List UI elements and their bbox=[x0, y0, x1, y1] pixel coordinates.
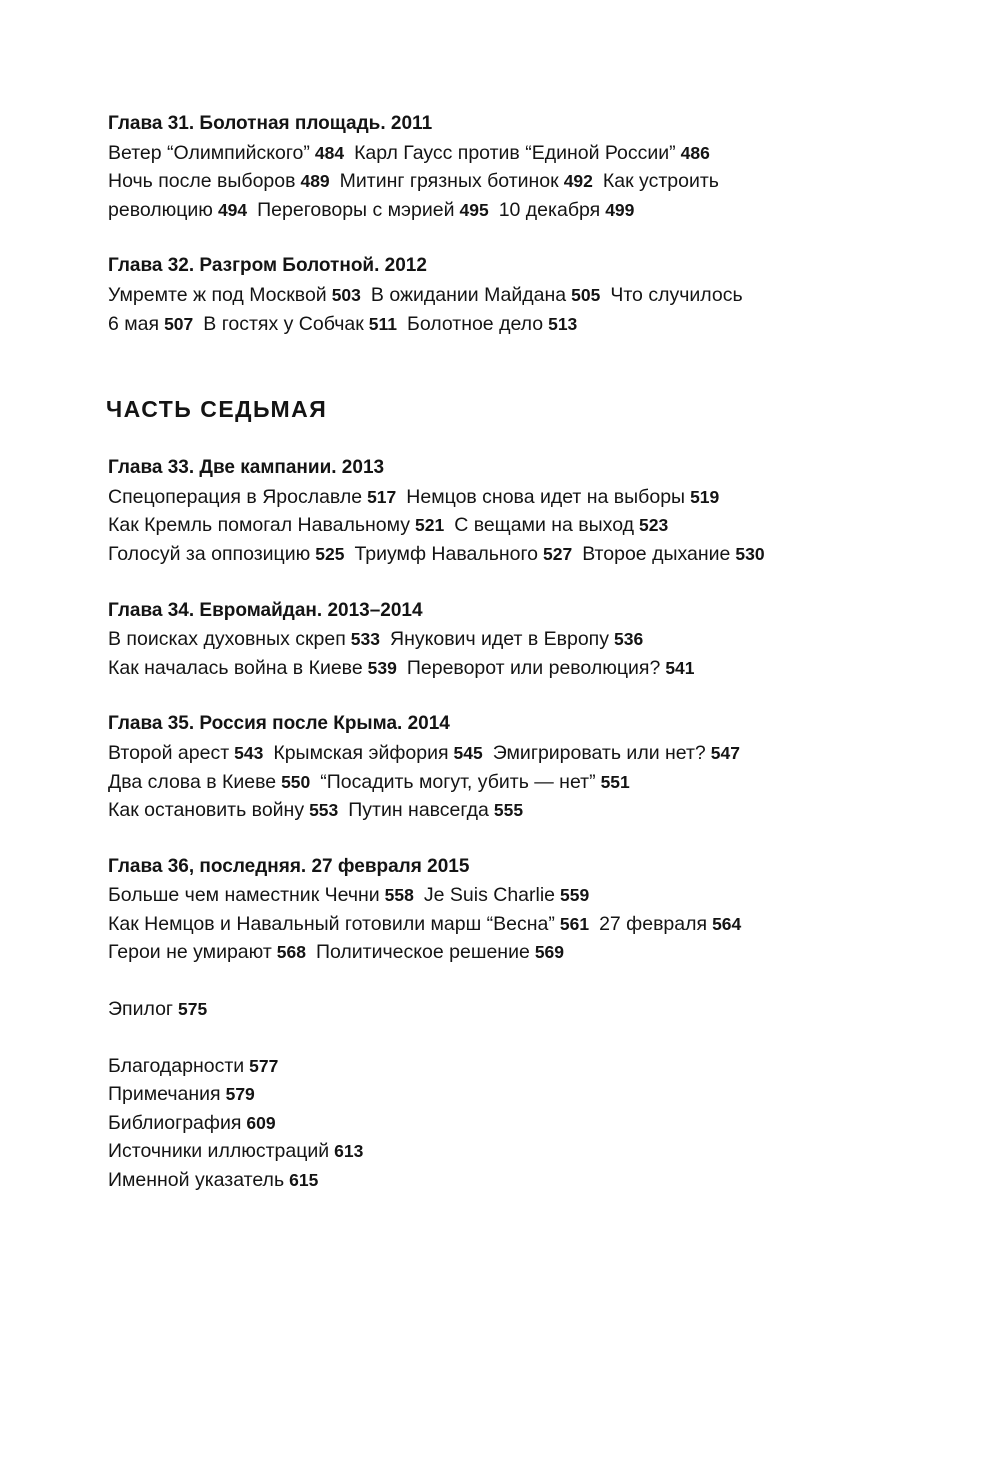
chapter-section bbox=[108, 252, 948, 338]
page-number: 579 bbox=[225, 1084, 255, 1105]
page-number: 568 bbox=[276, 942, 306, 963]
entry-title: Два слова в Киеве bbox=[108, 770, 277, 793]
entry-title: Как Кремль помогал Навальному bbox=[108, 514, 410, 537]
entry-title: Как остановить войну bbox=[108, 799, 305, 822]
toc-line bbox=[108, 483, 948, 512]
toc-line bbox=[108, 654, 948, 683]
entry-title: 10 декабря bbox=[498, 198, 601, 221]
chapter-title: Глава 35. Россия после Крыма. 2014 bbox=[108, 713, 450, 735]
page-number: 613 bbox=[334, 1141, 364, 1162]
toc-entry[interactable] bbox=[407, 657, 695, 679]
toc-entry[interactable] bbox=[108, 657, 397, 679]
entry-title: С вещами на выход bbox=[454, 514, 635, 537]
toc-entry[interactable] bbox=[108, 1083, 255, 1105]
entry-title: Библиография bbox=[108, 1111, 242, 1134]
entry-title: Je Suis Charlie bbox=[423, 884, 556, 907]
toc-entry[interactable] bbox=[273, 742, 482, 764]
entry-title: В ожидании Майдана bbox=[370, 283, 567, 306]
chapter-title: Глава 32. Разгром Болотной. 2012 bbox=[108, 255, 427, 277]
entry-title: Именной указатель bbox=[108, 1169, 285, 1192]
page-number: 558 bbox=[384, 885, 414, 906]
page-number: 564 bbox=[712, 913, 742, 934]
entry-title: 6 мая bbox=[108, 312, 160, 335]
page-number: 539 bbox=[367, 657, 397, 678]
toc-entry[interactable] bbox=[108, 998, 207, 1020]
toc-entry[interactable] bbox=[108, 313, 193, 335]
entry-title: Политическое решение bbox=[315, 941, 530, 964]
entry-title: Как Немцов и Навальный готовили марш “Весна” bbox=[108, 912, 555, 935]
entry-title: Эпилог bbox=[108, 998, 174, 1021]
toc-line bbox=[108, 796, 948, 825]
page-number: 507 bbox=[164, 313, 194, 334]
toc-entry[interactable] bbox=[108, 543, 344, 565]
toc-line bbox=[108, 938, 948, 967]
toc-entry[interactable] bbox=[108, 941, 306, 963]
entry-title: Немцов снова идет на выборы bbox=[406, 485, 686, 508]
toc-entry[interactable] bbox=[371, 284, 600, 306]
page-number: 569 bbox=[534, 942, 565, 963]
chapter-title: Глава 36, последняя. 27 февраля 2015 bbox=[108, 855, 470, 877]
entry-title: В поисках духовных скреп bbox=[108, 628, 346, 651]
toc-line bbox=[108, 540, 948, 569]
page-number: 559 bbox=[560, 885, 590, 906]
toc-entry[interactable] bbox=[348, 799, 523, 821]
page-number: 527 bbox=[543, 543, 573, 564]
entry-title: Переговоры с мэрией bbox=[257, 198, 455, 221]
entry-title: Второй арест bbox=[108, 741, 230, 764]
entry-title: Как началась война в Киеве bbox=[108, 656, 363, 679]
toc-entry[interactable] bbox=[499, 199, 635, 221]
page-number: 575 bbox=[178, 999, 208, 1020]
back-matter-section bbox=[108, 1052, 948, 1195]
toc-line bbox=[108, 768, 948, 797]
page-number: 494 bbox=[217, 199, 248, 220]
toc-line bbox=[108, 910, 948, 939]
entry-title: Переворот или революция? bbox=[406, 656, 661, 679]
toc-entry[interactable] bbox=[108, 199, 247, 221]
toc-entry[interactable] bbox=[257, 199, 489, 221]
page-number: 489 bbox=[300, 171, 330, 192]
page-number: 545 bbox=[453, 742, 483, 763]
entry-title: Карл Гаусс против “Единой России” bbox=[354, 141, 676, 164]
toc-entry[interactable] bbox=[108, 884, 414, 906]
toc-entry[interactable] bbox=[108, 486, 396, 508]
entry-title: В гостях у Собчак bbox=[203, 312, 364, 335]
entry-title: Герои не умирают bbox=[108, 941, 272, 964]
toc-line bbox=[108, 1137, 948, 1166]
page-number: 553 bbox=[309, 800, 339, 821]
toc-line bbox=[108, 281, 948, 310]
entry-title: Болотное дело bbox=[407, 312, 544, 335]
entry-title: Ветер “Олимпийского” bbox=[108, 141, 310, 164]
toc-line bbox=[108, 995, 948, 1024]
entry-title: 27 февраля bbox=[599, 912, 708, 935]
chapter-title: Глава 31. Болотная площадь. 2011 bbox=[108, 113, 433, 134]
part-title: ЧАСТЬ СЕДЬМАЯ bbox=[106, 396, 328, 423]
page-number: 543 bbox=[234, 742, 264, 763]
entry-title: Умремте ж под Москвой bbox=[108, 283, 327, 306]
page-number: 519 bbox=[690, 486, 720, 507]
toc-line bbox=[108, 167, 948, 196]
page-number: 551 bbox=[600, 771, 630, 792]
toc-entry[interactable] bbox=[493, 742, 740, 764]
toc-line bbox=[108, 196, 948, 225]
entry-title: Примечания bbox=[108, 1083, 221, 1106]
toc-entry[interactable] bbox=[406, 486, 719, 508]
toc-line bbox=[108, 310, 948, 339]
toc-entry[interactable] bbox=[108, 1112, 276, 1134]
chapter-title: Глава 33. Две кампании. 2013 bbox=[108, 457, 385, 479]
toc-entry[interactable] bbox=[108, 514, 444, 536]
toc-entry[interactable] bbox=[340, 170, 593, 192]
toc-entry[interactable] bbox=[320, 771, 630, 793]
toc-entry[interactable] bbox=[108, 1169, 318, 1191]
toc-line bbox=[108, 1166, 948, 1195]
toc-entry[interactable] bbox=[108, 913, 589, 935]
chapter-section bbox=[108, 454, 948, 568]
toc-entry[interactable] bbox=[316, 941, 564, 963]
toc-line bbox=[108, 511, 948, 540]
chapter-section bbox=[108, 710, 948, 824]
entry-title: Спецоперация в Ярославле bbox=[108, 485, 363, 508]
entry-title: Источники иллюстраций bbox=[108, 1140, 330, 1163]
toc-line bbox=[108, 1080, 948, 1109]
page-number: 503 bbox=[331, 284, 361, 305]
page-number: 525 bbox=[315, 543, 345, 564]
toc-entry[interactable] bbox=[582, 543, 764, 565]
toc-entry[interactable] bbox=[108, 1055, 278, 1077]
page-number: 517 bbox=[367, 486, 397, 507]
toc-entry[interactable] bbox=[454, 514, 668, 536]
toc-entry[interactable] bbox=[108, 142, 344, 164]
toc-line bbox=[108, 739, 948, 768]
toc-entry[interactable] bbox=[108, 170, 330, 192]
toc-line bbox=[108, 1052, 948, 1081]
toc-entry[interactable] bbox=[108, 799, 338, 821]
entry-title: Ночь после выборов bbox=[108, 170, 296, 193]
toc-entry[interactable] bbox=[108, 1140, 363, 1162]
toc-entry[interactable] bbox=[108, 742, 263, 764]
page-number: 547 bbox=[710, 742, 740, 763]
toc-entry[interactable] bbox=[108, 284, 361, 306]
page-number: 577 bbox=[249, 1055, 279, 1076]
entry-title: Триумф Навального bbox=[354, 542, 538, 565]
page-number: 530 bbox=[735, 543, 765, 564]
toc-entry[interactable] bbox=[424, 884, 589, 906]
page-number: 523 bbox=[639, 515, 669, 536]
toc-line bbox=[108, 881, 948, 910]
page-number: 550 bbox=[281, 771, 311, 792]
entry-title: Янукович идет в Европу bbox=[390, 628, 609, 651]
page-number: 555 bbox=[493, 800, 524, 821]
chapter-title: Глава 34. Евромайдан. 2013–2014 bbox=[108, 599, 423, 621]
page-number: 511 bbox=[368, 313, 398, 334]
page-number: 492 bbox=[563, 171, 593, 192]
page-number: 615 bbox=[289, 1170, 319, 1191]
entry-title: Путин навсегда bbox=[348, 799, 489, 822]
entry-title: Что случилось bbox=[610, 283, 743, 306]
page-number: 533 bbox=[350, 629, 380, 650]
toc-entry[interactable] bbox=[407, 313, 577, 335]
table-of-contents bbox=[108, 110, 948, 1223]
toc-entry[interactable] bbox=[354, 543, 572, 565]
page-number: 541 bbox=[665, 657, 695, 678]
toc-entry[interactable] bbox=[390, 628, 643, 650]
page-number: 513 bbox=[548, 313, 578, 334]
toc-entry[interactable] bbox=[599, 913, 741, 935]
toc-line bbox=[108, 1109, 948, 1138]
toc-entry[interactable] bbox=[108, 771, 310, 793]
entry-title: Второе дыхание bbox=[582, 542, 731, 565]
page-number: 495 bbox=[459, 199, 489, 220]
entry-title: Эмигрировать или нет? bbox=[492, 741, 706, 764]
entry-title: Благодарности bbox=[108, 1054, 245, 1077]
entry-title: Как устроить bbox=[602, 170, 719, 193]
page-number: 561 bbox=[559, 913, 590, 934]
entry-title: Больше чем наместник Чечни bbox=[108, 884, 380, 907]
page-number: 505 bbox=[571, 284, 601, 305]
toc-line bbox=[108, 625, 948, 654]
toc-entry[interactable] bbox=[203, 313, 397, 335]
chapter-section bbox=[108, 853, 948, 967]
toc-entry[interactable] bbox=[610, 284, 742, 306]
entry-title: Крымская эйфория bbox=[273, 741, 449, 764]
toc-entry[interactable] bbox=[108, 628, 380, 650]
entry-title: “Посадить могут, убить — нет” bbox=[320, 770, 596, 793]
toc-entry[interactable] bbox=[354, 142, 710, 164]
entry-title: революцию bbox=[108, 198, 213, 221]
entry-title: Митинг грязных ботинок bbox=[339, 170, 559, 193]
entry-title: Голосуй за оппозицию bbox=[108, 542, 311, 565]
page-number: 484 bbox=[314, 142, 345, 163]
chapter-section bbox=[108, 597, 948, 683]
toc-entry[interactable] bbox=[603, 170, 719, 192]
page-number: 521 bbox=[414, 515, 445, 536]
back-matter-section bbox=[108, 995, 948, 1024]
toc-line bbox=[108, 139, 948, 168]
page-number: 486 bbox=[680, 142, 710, 163]
chapter-section bbox=[108, 110, 948, 224]
page-number: 536 bbox=[614, 629, 644, 650]
page-number: 499 bbox=[605, 199, 635, 220]
page-number: 609 bbox=[246, 1112, 276, 1133]
